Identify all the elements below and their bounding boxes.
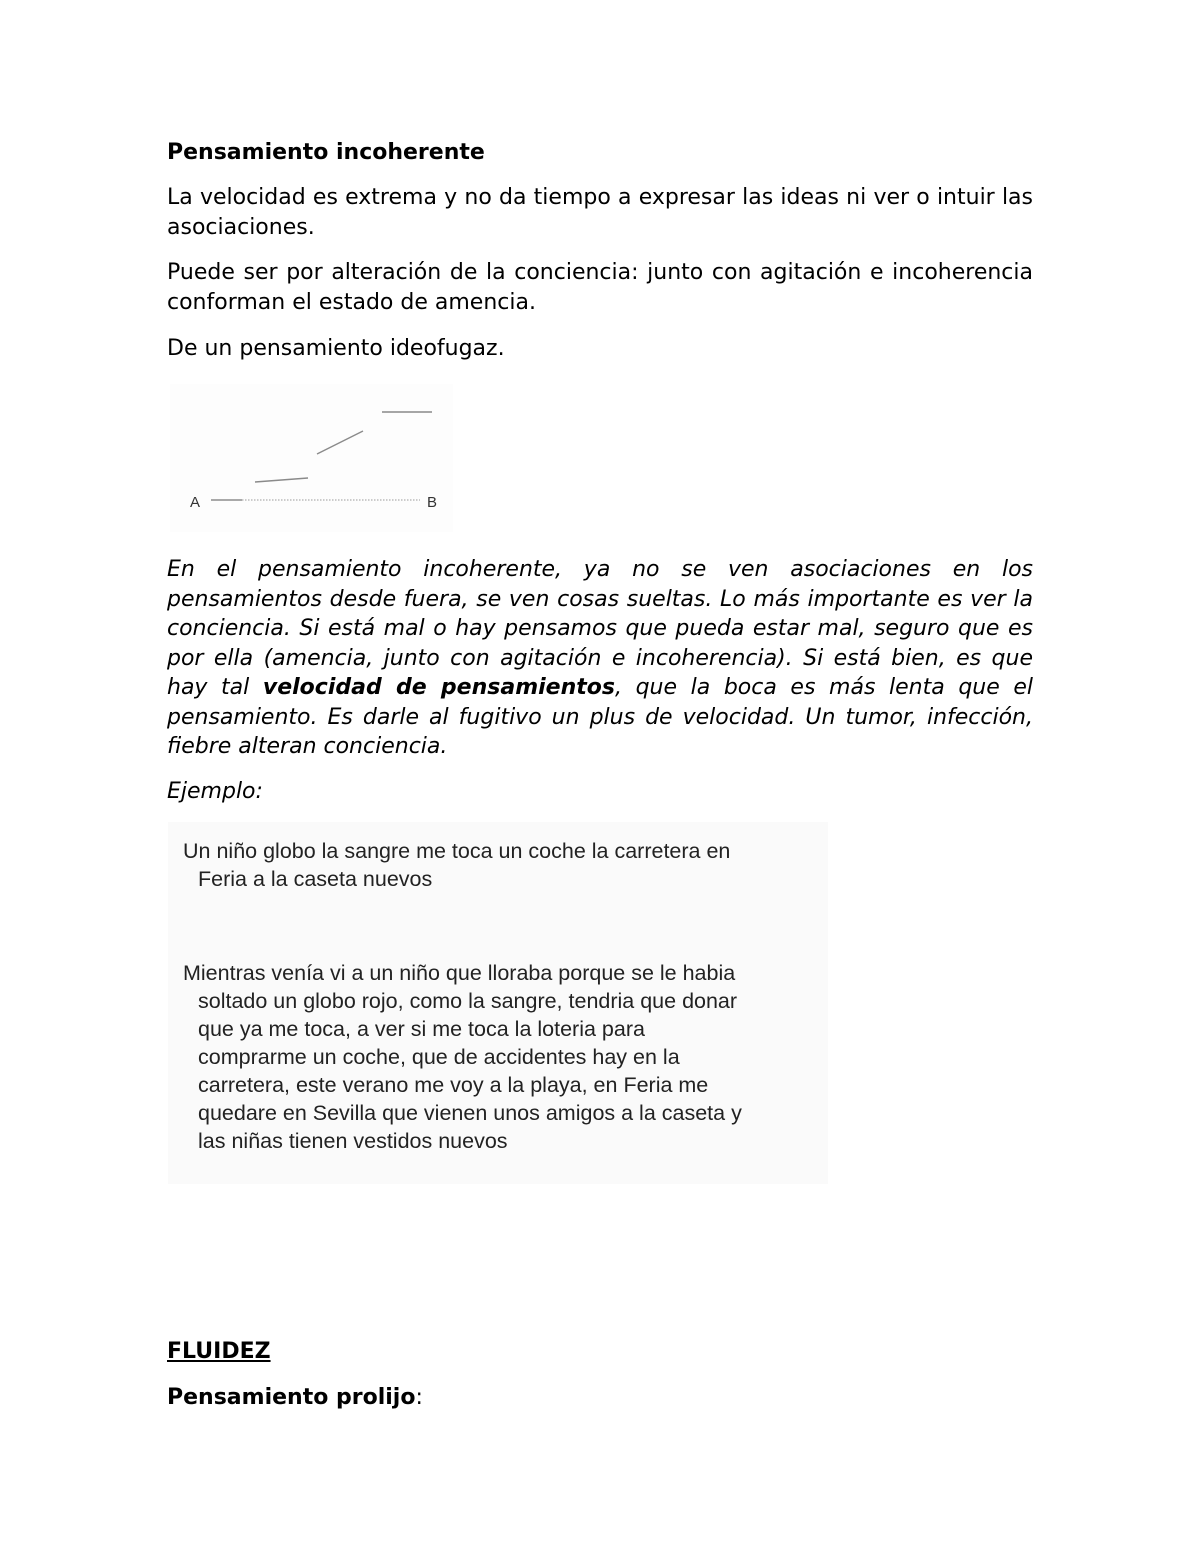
example-label: Ejemplo: (167, 779, 263, 804)
diagram-label-a: A (190, 494, 201, 511)
example-line: Feria a la caseta nuevos (198, 867, 433, 891)
example-line: Un niño globo la sangre me toca un coche la carretera en (183, 839, 731, 863)
example-line: Mientras venía vi a un niño que lloraba porque se le habia (183, 961, 736, 985)
section-title: Pensamiento incoherente (167, 140, 485, 165)
explanation-bold-phrase: velocidad de pensamientos (262, 675, 615, 700)
example-line: comprarme un coche, que de accidentes hay en la (198, 1045, 680, 1069)
example-line: soltado un globo rojo, como la sangre, tendria que donar (198, 989, 738, 1013)
section-heading-fluidez: FLUIDEZ (167, 1339, 271, 1364)
paragraph-alteration: Puede ser por alteración de la conciencia: junto con agitación e incoherencia conforman el estado de amencia. (167, 260, 1033, 315)
paragraph-ideofugaz: De un pensamiento ideofugaz. (167, 336, 505, 361)
paragraph-velocity: La velocidad es extrema y no da tiempo a expresar las ideas ni ver o intuir las asociaciones. (167, 185, 1033, 240)
explanation-text-part1: En el pensamiento incoherente, ya no se ven asociaciones en los pensamientos desde fuera, se ven cosas sueltas. Lo más importante es ver la conciencia. Si está mal o hay pensamos que pueda estar mal, seguro que es por ella (amencia, junto con agitación e incoherencia). Si está bien, es que hay tal (167, 557, 1033, 700)
example-line: carretera, este verano me voy a la playa, en Feria me (198, 1073, 709, 1097)
explanation-paragraph (167, 555, 1033, 762)
example-image (168, 822, 828, 1184)
diagram-segment (255, 478, 308, 482)
subsection-heading (167, 1383, 1033, 1413)
example-line: las niñas tienen vestidos nuevos (198, 1129, 508, 1153)
subsection-colon: : (415, 1385, 423, 1410)
association-diagram (170, 384, 453, 532)
diagram-label-b: B (427, 494, 438, 511)
explanation-text-part2: , que la boca es más lenta que el pensamiento. Es darle al fugitivo un plus de velocidad. Un tumor, infección, fiebre alteran conciencia. (167, 675, 1034, 759)
example-line: quedare en Sevilla que vienen unos amigos a la caseta y (198, 1101, 742, 1125)
example-line: que ya me toca, a ver si me toca la loteria para (198, 1017, 645, 1041)
subsection-title: Pensamiento prolijo (167, 1385, 416, 1410)
diagram-segment (317, 431, 363, 454)
diagram-svg (170, 384, 453, 532)
